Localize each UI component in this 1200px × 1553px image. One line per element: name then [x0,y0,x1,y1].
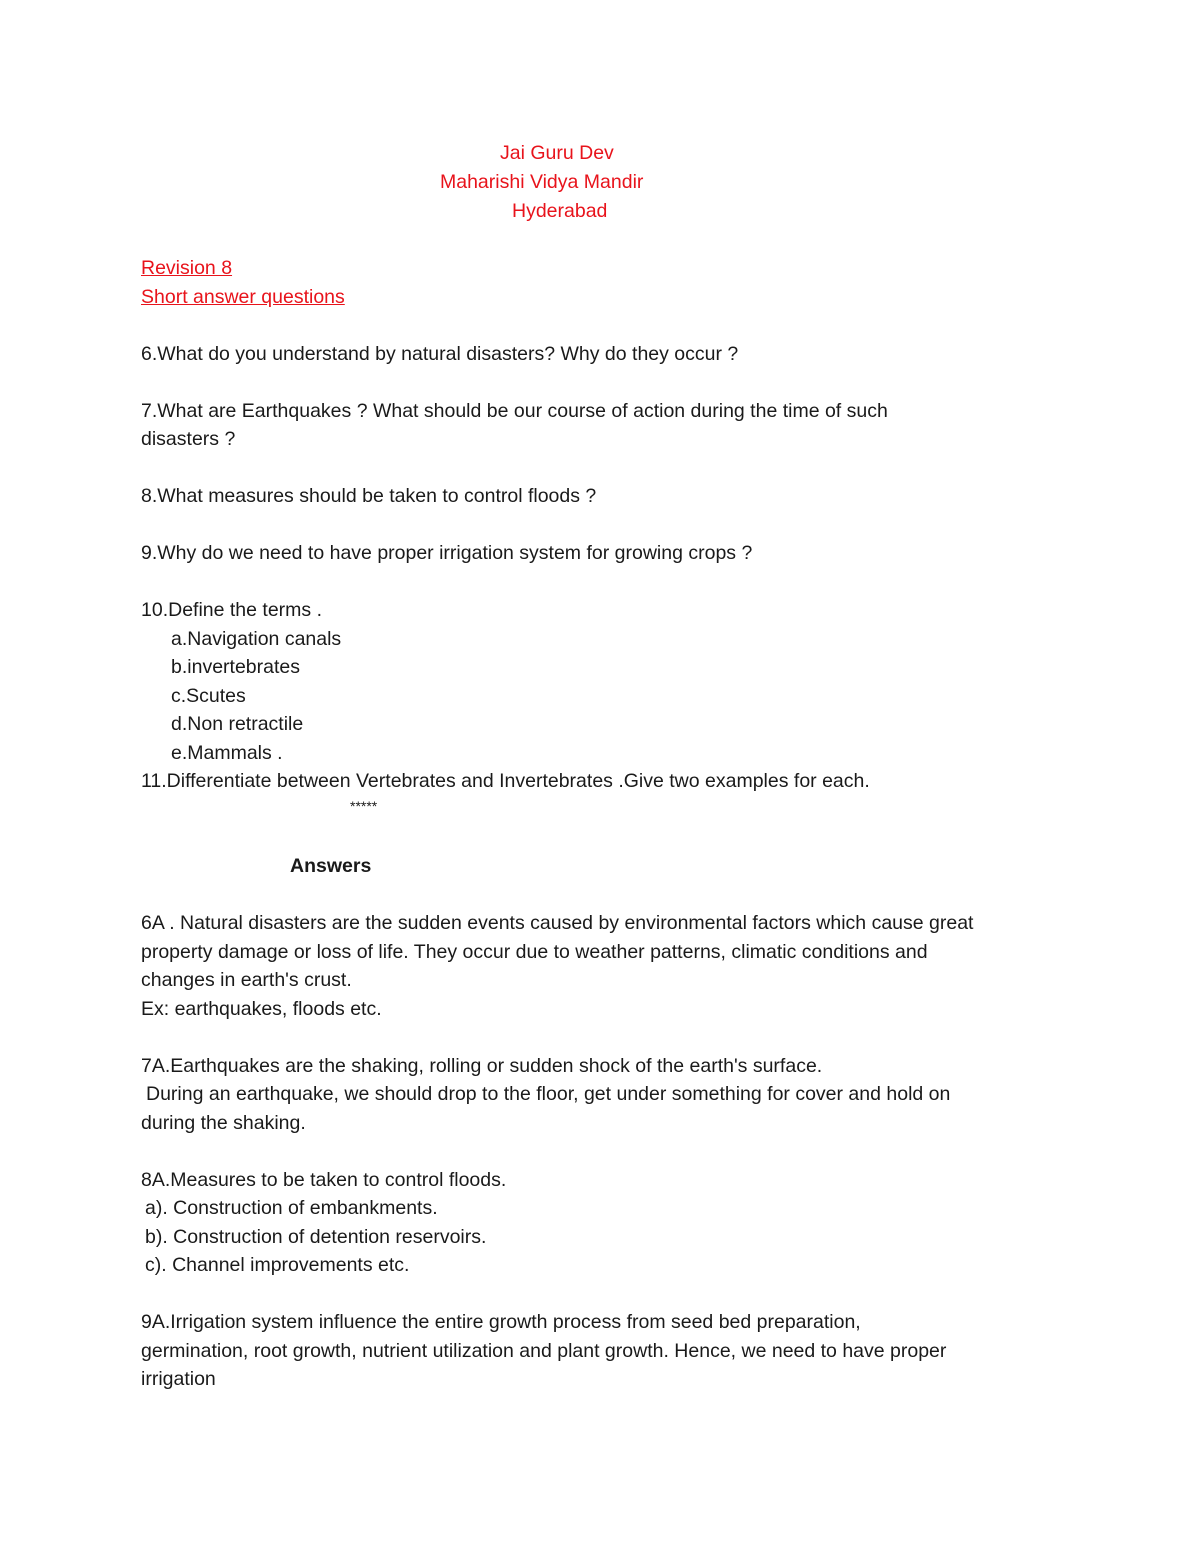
answer-9-line-3: irrigation [141,1368,216,1390]
section-subtitle: Short answer questions [141,285,345,308]
question-6: 6.What do you understand by natural disasters? Why do they occur ? [141,342,739,365]
question-9: 9.Why do we need to have proper irrigation system for growing crops ? [141,542,753,564]
question-10-item: e.Mammals . [171,741,283,764]
question-10-item: d.Non retractile [171,713,304,735]
answer-6-line-4: Ex: earthquakes, floods etc. [141,997,382,1020]
answer-8-item: c). Channel improvements etc. [145,1254,410,1276]
document-body [141,254,1081,1394]
answer-7-line-1: 7A.Earthquakes are the shaking, rolling or sudden shock of the earth's surface. [141,1054,823,1077]
answer-6-line-2: property damage or loss of life. They occur due to weather patterns, climatic conditions and [141,940,928,963]
question-10-item: b.invertebrates [171,656,300,678]
header-city: Hyderabad [512,200,608,222]
section-separator: ***** [350,797,378,814]
answers-heading: Answers [290,854,372,877]
answer-8-item: a). Construction of embankments. [145,1197,438,1219]
answer-7-line-2: During an earthquake, we should drop to the floor, get under something for cover and hold on [146,1083,951,1105]
question-8: 8.What measures should be taken to control floods ? [141,485,597,507]
question-10: 10.Define the terms . [141,599,323,621]
question-7-line-2: disasters ? [141,428,236,450]
answer-8-item: b). Construction of detention reservoirs. [145,1225,487,1248]
answer-9-line-1: 9A.Irrigation system influence the entire growth process from seed bed preparation, [141,1311,861,1333]
question-7-line-1: 7.What are Earthquakes ? What should be our course of action during the time of such [141,399,888,422]
question-10-item: c.Scutes [171,684,246,707]
question-10-item: a.Navigation canals [171,627,342,650]
question-11: 11.Differentiate between Vertebrates and Invertebrates .Give two examples for each. [141,770,870,792]
revision-title: Revision 8 [141,257,233,279]
answer-6-line-1: 6A . Natural disasters are the sudden events caused by environmental factors which cause great [141,912,974,934]
header-motto: Jai Guru Dev [500,142,614,164]
answer-9-line-2: germination, root growth, nutrient utilization and plant growth. Hence, we need to have proper [141,1339,947,1362]
answer-7-line-3: during the shaking. [141,1111,306,1134]
header-school-name: Maharishi Vidya Mandir [440,171,644,193]
answer-8-line-1: 8A.Measures to be taken to control floods. [141,1168,507,1191]
answer-6-line-3: changes in earth's crust. [141,969,352,991]
